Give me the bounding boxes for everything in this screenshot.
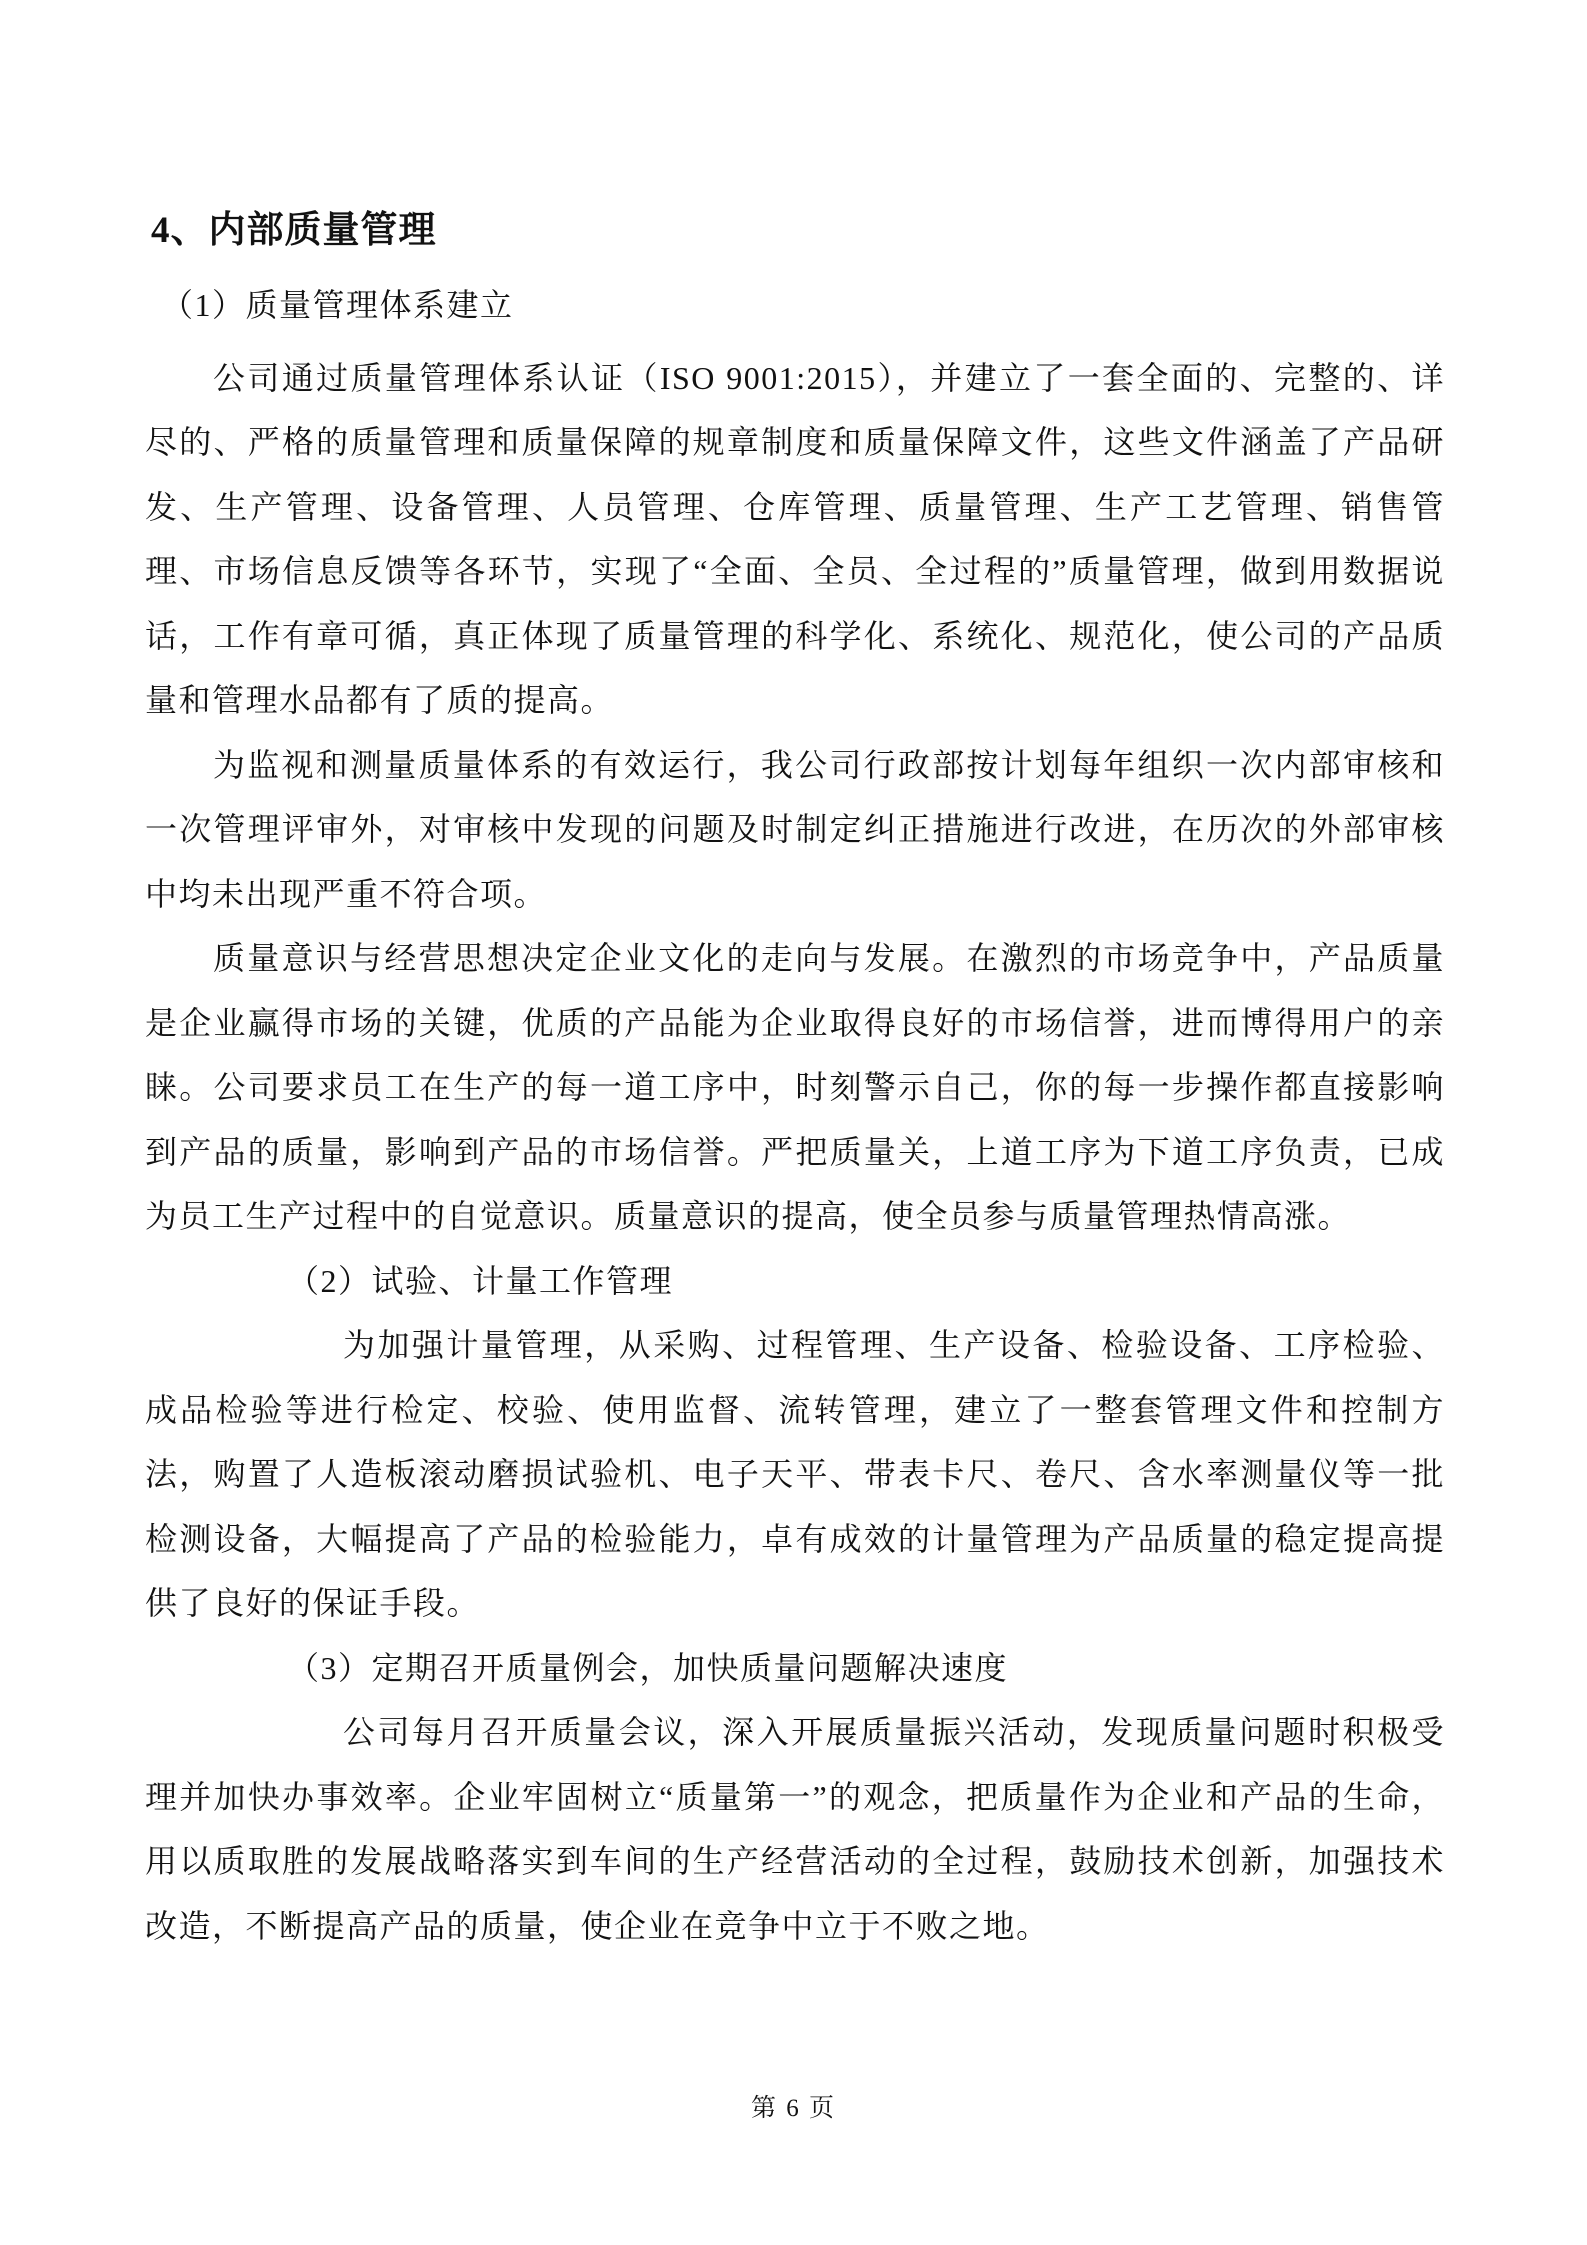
body-paragraph: 为加强计量管理，从采购、过程管理、生产设备、检验设备、工序检验、成品检验等进行检定、校验、使用监督、流转管理，建立了一整套管理文件和控制方法，购置了人造板滚动磨损试验机、电子天平、带表卡尺、卷尺、含水率测量仪等一批检测设备，大幅提高了产品的检验能力，卓有成效的计量管理为产品质量的稳定提高提供了良好的保证手段。: [145, 1327, 1445, 1621]
page-number: 第 6 页: [750, 2095, 836, 2122]
document-body: [145, 273, 1445, 1958]
body-paragraph: 为监视和测量质量体系的有效运行，我公司行政部按计划每年组织一次内部审核和一次管理评审外，对审核中发现的问题及时制定纠正措施进行改进，在历次的外部审核中均未出现严重不符合项。: [145, 746, 1445, 912]
page-footer: [0, 2088, 1587, 2124]
sub-heading: （1）质量管理体系建立: [161, 287, 514, 323]
body-paragraph: 质量意识与经营思想决定企业文化的走向与发展。在激烈的市场竞争中，产品质量是企业赢得市场的关键，优质的产品能为企业取得良好的市场信誉，进而博得用户的亲睐。公司要求员工在生产的每一道工序中，时刻警示自己，你的每一步操作都直接影响到产品的质量，影响到产品的市场信誉。严把质量关，上道工序为下道工序负责，已成为员工生产过程中的自觉意识。质量意识的提高，使全员参与质量管理热情高涨。: [145, 940, 1445, 1234]
body-paragraph: 公司每月召开质量会议，深入开展质量振兴活动，发现质量问题时积极受理并加快办事效率。企业牢固树立“质量第一”的观念，把质量作为企业和产品的生命，用以质取胜的发展战略落实到车间的生产经营活动的全过程，鼓励技术创新，加强技术改造，不断提高产品的质量，使企业在竞争中立于不败之地。: [145, 1714, 1445, 1944]
sub-heading: （2）试验、计量工作管理: [287, 1262, 674, 1299]
section-title: 4、内部质量管理: [151, 210, 437, 251]
sub-heading: （3）定期召开质量例会，加快质量问题解决速度: [287, 1649, 1009, 1686]
body-paragraph: 公司通过质量管理体系认证（ISO 9001:2015），并建立了一套全面的、完整的、详尽的、严格的质量管理和质量保障的规章制度和质量保障文件，这些文件涵盖了产品研发、生产管理、设备管理、人员管理、仓库管理、质量管理、生产工艺管理、销售管理、市场信息反馈等各环节，实现了“全面、全员、全过程的”质量管理，做到用数据说话，工作有章可循，真正体现了质量管理的科学化、系统化、规范化，使公司的产品质量和管理水品都有了质的提高。: [145, 359, 1445, 718]
